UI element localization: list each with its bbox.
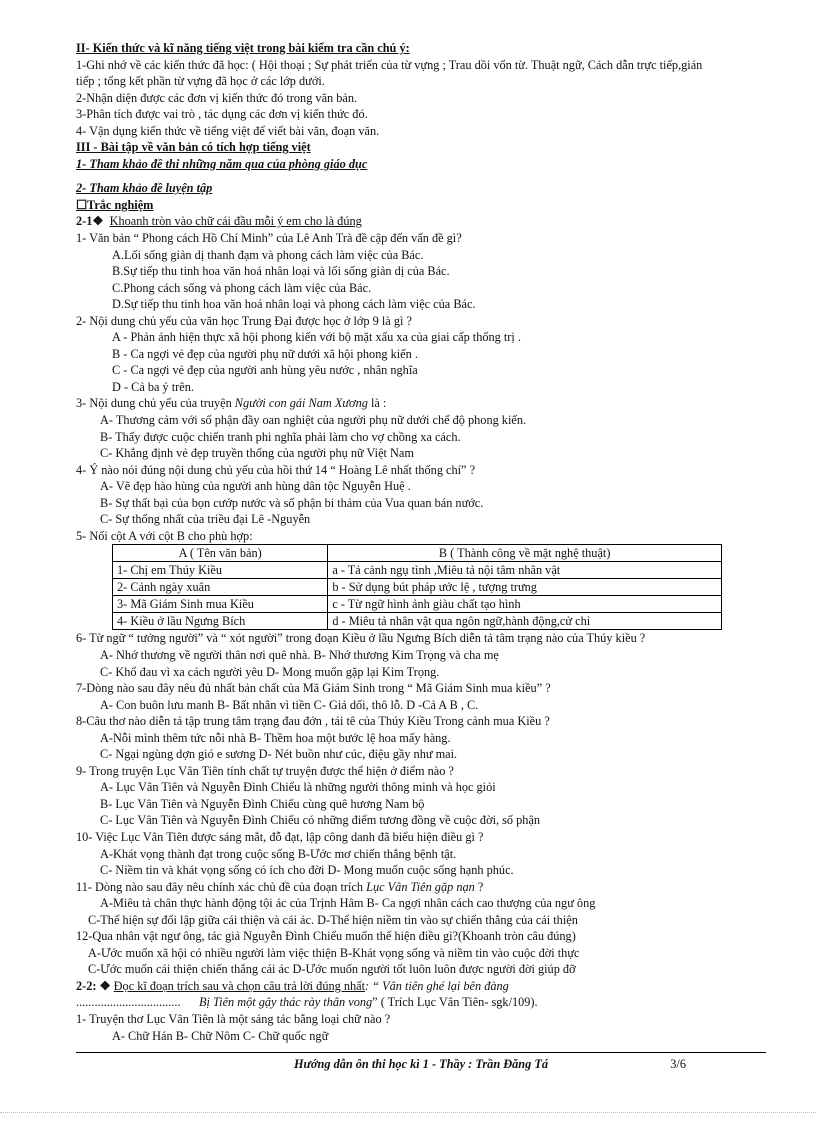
table-row	[113, 562, 722, 579]
answer-option[interactable]: A.Lối sống giản dị thanh đạm và phong cách làm việc của Bác.	[112, 247, 424, 262]
question-3: 3- Nội dung chủ yếu của truyện Người con gái Nam Xương là :	[76, 396, 387, 411]
answer-option[interactable]: B.Sự tiếp thu tinh hoa văn hoá nhân loại và lối sống giản dị của Bác.	[112, 264, 450, 279]
reading-task: 2-2: ❖ Đọc kĩ đoạn trích sau và chọn câu trả lời đúng nhất: “ Vân tiên ghé lại bên đàng	[76, 978, 509, 993]
answer-option[interactable]: B- Sự thất bại của bọn cướp nước và số phận bi thảm của Vua quan bán nước.	[100, 495, 484, 510]
question-4: 4- Ý nào nói đúng nội dung chủ yếu của hồi thứ 14 “ Hoàng Lê nhất thống chí” ?	[76, 462, 476, 477]
answer-option[interactable]: B - Ca ngợi vẻ đẹp của người phụ nữ dưới xã hội phong kiến .	[112, 346, 418, 361]
answer-option[interactable]: C-Thể hiện sự đối lập giữa cái thiện và cái ác. D-Thể hiện niềm tin vào sự chiến thắng của cái thiện	[88, 912, 578, 927]
table-row	[113, 579, 722, 596]
answer-option[interactable]: A- Chữ Hán B- Chữ Nôm C- Chữ quốc ngữ	[112, 1028, 329, 1043]
table-header-row	[113, 545, 722, 562]
document-page	[76, 40, 766, 1044]
answer-option[interactable]: B- Thấy được cuộc chiến tranh phi nghĩa phải làm cho vợ chồng xa cách.	[100, 429, 461, 444]
matching-table	[112, 544, 722, 630]
question-9: 9- Trong truyện Lục Vân Tiên tính chất tự truyện được thể hiện ở điểm nào ?	[76, 763, 454, 778]
column-b-header: B ( Thành công về mặt nghệ thuật)	[328, 545, 722, 562]
multiple-choice-intro: 2-1❖ Khoanh tròn vào chữ cái đầu mỗi ý em cho là đúng	[76, 214, 362, 229]
answer-option[interactable]: D.Sự tiếp thu tinh hoa văn hoá nhân loại và phong cách làm việc của Bác.	[112, 297, 476, 312]
answer-option[interactable]: A-Ước muốn xã hội có nhiều người làm việc thiện B-Khát vọng sống và niềm tin vào cuộc đời thực	[88, 945, 580, 960]
table-row	[113, 613, 722, 630]
question-2: 2- Nội dung chủ yếu của văn học Trung Đại được học ở lớp 9 là gì ?	[76, 313, 412, 328]
answer-option[interactable]: A - Phản ánh hiện thực xã hội phong kiến với bộ mặt xấu xa của giai cấp thống trị .	[112, 330, 521, 345]
answer-option[interactable]: A- Thương cảm với số phận đầy oan nghiệt của người phụ nữ dưới chế độ phong kiến.	[100, 413, 527, 428]
answer-option[interactable]: C.Phong cách sống và phong cách làm việc của Bác.	[112, 280, 372, 295]
answer-option[interactable]: A- Con buôn lưu manh B- Bất nhân vì tiền C- Giả dối, thô lỗ. D -Cả A B , C.	[100, 697, 479, 712]
page-footer	[76, 1057, 766, 1072]
answer-option[interactable]: A-Nỗi mình thêm tức nỗi nhà B- Thềm hoa một bước lệ hoa mấy hàng.	[100, 730, 451, 745]
question-10: 10- Việc Lục Vân Tiên được sáng mắt, đỗ đạt, lập công danh đã biểu hiện điều gì ?	[76, 829, 484, 844]
page-number: 3/6	[670, 1057, 686, 1071]
question-8: 8-Câu thơ nào diễn tả tập trung tâm trạng đau đớn , tái tê của Thúy Kiều Trong cảnh mua Kiều ?	[76, 714, 550, 729]
footer-title: Hướng dẫn ôn thi học kì 1 - Thầy : Trần Đăng Tá	[293, 1057, 548, 1071]
answer-option[interactable]: A-Khát vọng thành đạt trong cuộc sống B-Ước mơ chiến thắng bệnh tật.	[100, 846, 457, 861]
question-b1: 1- Truyện thơ Lục Vân Tiên là một sáng tác bằng loại chữ nào ?	[76, 1011, 391, 1026]
column-b-cell: a - Tả cảnh ngụ tình ,Miêu tả nội tâm nhân vật	[328, 562, 722, 579]
answer-option[interactable]: C- Ngại ngùng dợn gió e sương D- Nét buồn như cúc, điệu gầy như mai.	[100, 747, 458, 762]
question-5: 5- Nối cột A với cột B cho phù hợp:	[76, 528, 253, 543]
column-a-cell: 4- Kiều ở lầu Ngưng Bích	[113, 613, 328, 630]
question-6: 6- Từ ngữ “ tưởng người” và “ xót người” trong đoạn Kiều ở lầu Ngưng Bích diễn tả tâm trạng nào của Thúy kiều ?	[76, 631, 646, 646]
table-row	[113, 596, 722, 613]
section-ii-item: tiếp ; tổng kết phần từ vựng đã học ở các lớp dưới.	[76, 74, 325, 89]
column-a-cell: 3- Mã Giám Sinh mua Kiều	[113, 596, 328, 613]
section-iii-heading: III - Bài tập về văn bản có tích hợp tiếng việt	[76, 140, 311, 155]
answer-option[interactable]: C- Khổ đau vì xa cách người yêu D- Mong muốn gặp lại Kim Trọng.	[100, 664, 440, 679]
answer-option[interactable]: C- Khẳng định vẻ đẹp truyền thống của người phụ nữ Việt Nam	[100, 446, 414, 461]
multiple-choice-heading: ☐Trắc nghiệm	[76, 197, 154, 212]
reading-excerpt: .................................. Bị Tiên một gậy thác rày thân vong” ( Trích Lục Vân Tiên- sgk/109).	[76, 995, 538, 1010]
answer-option[interactable]: C- Sự thống nhất của triều đại Lê -Nguyễn	[100, 512, 311, 527]
question-7: 7-Dòng nào sau đây nêu đủ nhất bản chất của Mã Giám Sinh trong “ Mã Giám Sinh mua kiều” ?	[76, 681, 551, 696]
answer-option[interactable]: A-Miêu tả chân thực hành động tội ác của Trịnh Hâm B- Ca ngợi nhân cách cao thượng của ngư ông	[100, 896, 596, 911]
answer-option[interactable]: A- Nhớ thương về người thân nơi quê nhà. B- Nhớ thương Kim Trọng và cha mẹ	[100, 647, 499, 662]
section-ii-item: 4- Vận dụng kiến thức về tiếng việt để viết bài văn, đoạn văn.	[76, 123, 380, 138]
answer-option[interactable]: A- Vẽ đẹp hào hùng của người anh hùng dân tộc Nguyễn Huệ .	[100, 479, 411, 494]
answer-option[interactable]: C- Niềm tin và khát vọng sống có ích cho đời D- Mong muốn cuộc sống hạnh phúc.	[100, 863, 514, 878]
column-a-cell: 1- Chị em Thúy Kiều	[113, 562, 328, 579]
column-a-header: A ( Tên văn bản)	[113, 545, 328, 562]
answer-option[interactable]: A- Lục Vân Tiên và Nguyễn Đình Chiểu là những người thông minh và học giỏi	[100, 780, 496, 795]
answer-option[interactable]: C - Ca ngợi vẻ đẹp của người anh hùng yêu nước , nhân nghĩa	[112, 363, 418, 378]
reference-exam-heading: 1- Tham khảo đề thi những năm qua của phòng giáo dục	[76, 156, 368, 171]
section-ii-item: 3-Phân tích được vai trò , tác dụng các đơn vị kiến thức đó.	[76, 107, 368, 122]
checkbox-icon: ☐	[76, 197, 88, 212]
answer-option[interactable]: C- Lục Vân Tiên và Nguyễn Đình Chiểu có những điểm tương đồng về cuộc đời, số phận	[100, 813, 541, 828]
practice-exam-heading: 2- Tham khảo đề luyện tập	[76, 181, 213, 196]
column-b-cell: d - Miêu tả nhân vật qua ngôn ngữ,hành động,cử chỉ	[328, 613, 722, 630]
section-ii-heading: II- Kiến thức và kĩ năng tiếng việt trong bài kiểm tra cần chú ý:	[76, 41, 410, 55]
answer-option[interactable]: C-Ước muốn cái thiện chiến thắng cái ác D-Ước muốn người tốt luôn luôn được người đời giúp đỡ	[88, 962, 576, 977]
column-a-cell: 2- Cảnh ngày xuân	[113, 579, 328, 596]
column-b-cell: b - Sử dụng bút pháp ước lệ , tượng trưng	[328, 579, 722, 596]
answer-option[interactable]: D - Cả ba ý trên.	[112, 379, 194, 394]
question-11: 11- Dòng nào sau đây nêu chính xác chủ đề của đoạn trích Lục Vân Tiên gặp nạn ?	[76, 879, 484, 894]
answer-option[interactable]: B- Lục Vân Tiên và Nguyễn Đình Chiểu cùng quê hương Nam bộ	[100, 796, 425, 811]
question-1: 1- Văn bản “ Phong cách Hồ Chí Minh” của Lê Anh Trà đề cập đến vấn đề gì?	[76, 231, 462, 246]
section-ii-item: 1-Ghi nhớ về các kiến thức đã học: ( Hội thoại ; Sự phát triển của từ vựng ; Trau dồi vốn từ. Thuật ngữ, Cách dẫn trực tiếp,gián	[76, 57, 703, 72]
footer-divider	[76, 1052, 766, 1053]
column-b-cell: c - Từ ngữ hình ảnh giàu chất tạo hình	[328, 596, 722, 613]
section-ii-item: 2-Nhận diện được các đơn vị kiến thức đó trong văn bản.	[76, 90, 358, 105]
question-12: 12-Qua nhân vật ngư ông, tác giả Nguyễn Đình Chiểu muốn thể hiện điều gì?(Khoanh tròn câu đúng)	[76, 929, 576, 944]
page-bottom-border	[0, 1112, 816, 1113]
